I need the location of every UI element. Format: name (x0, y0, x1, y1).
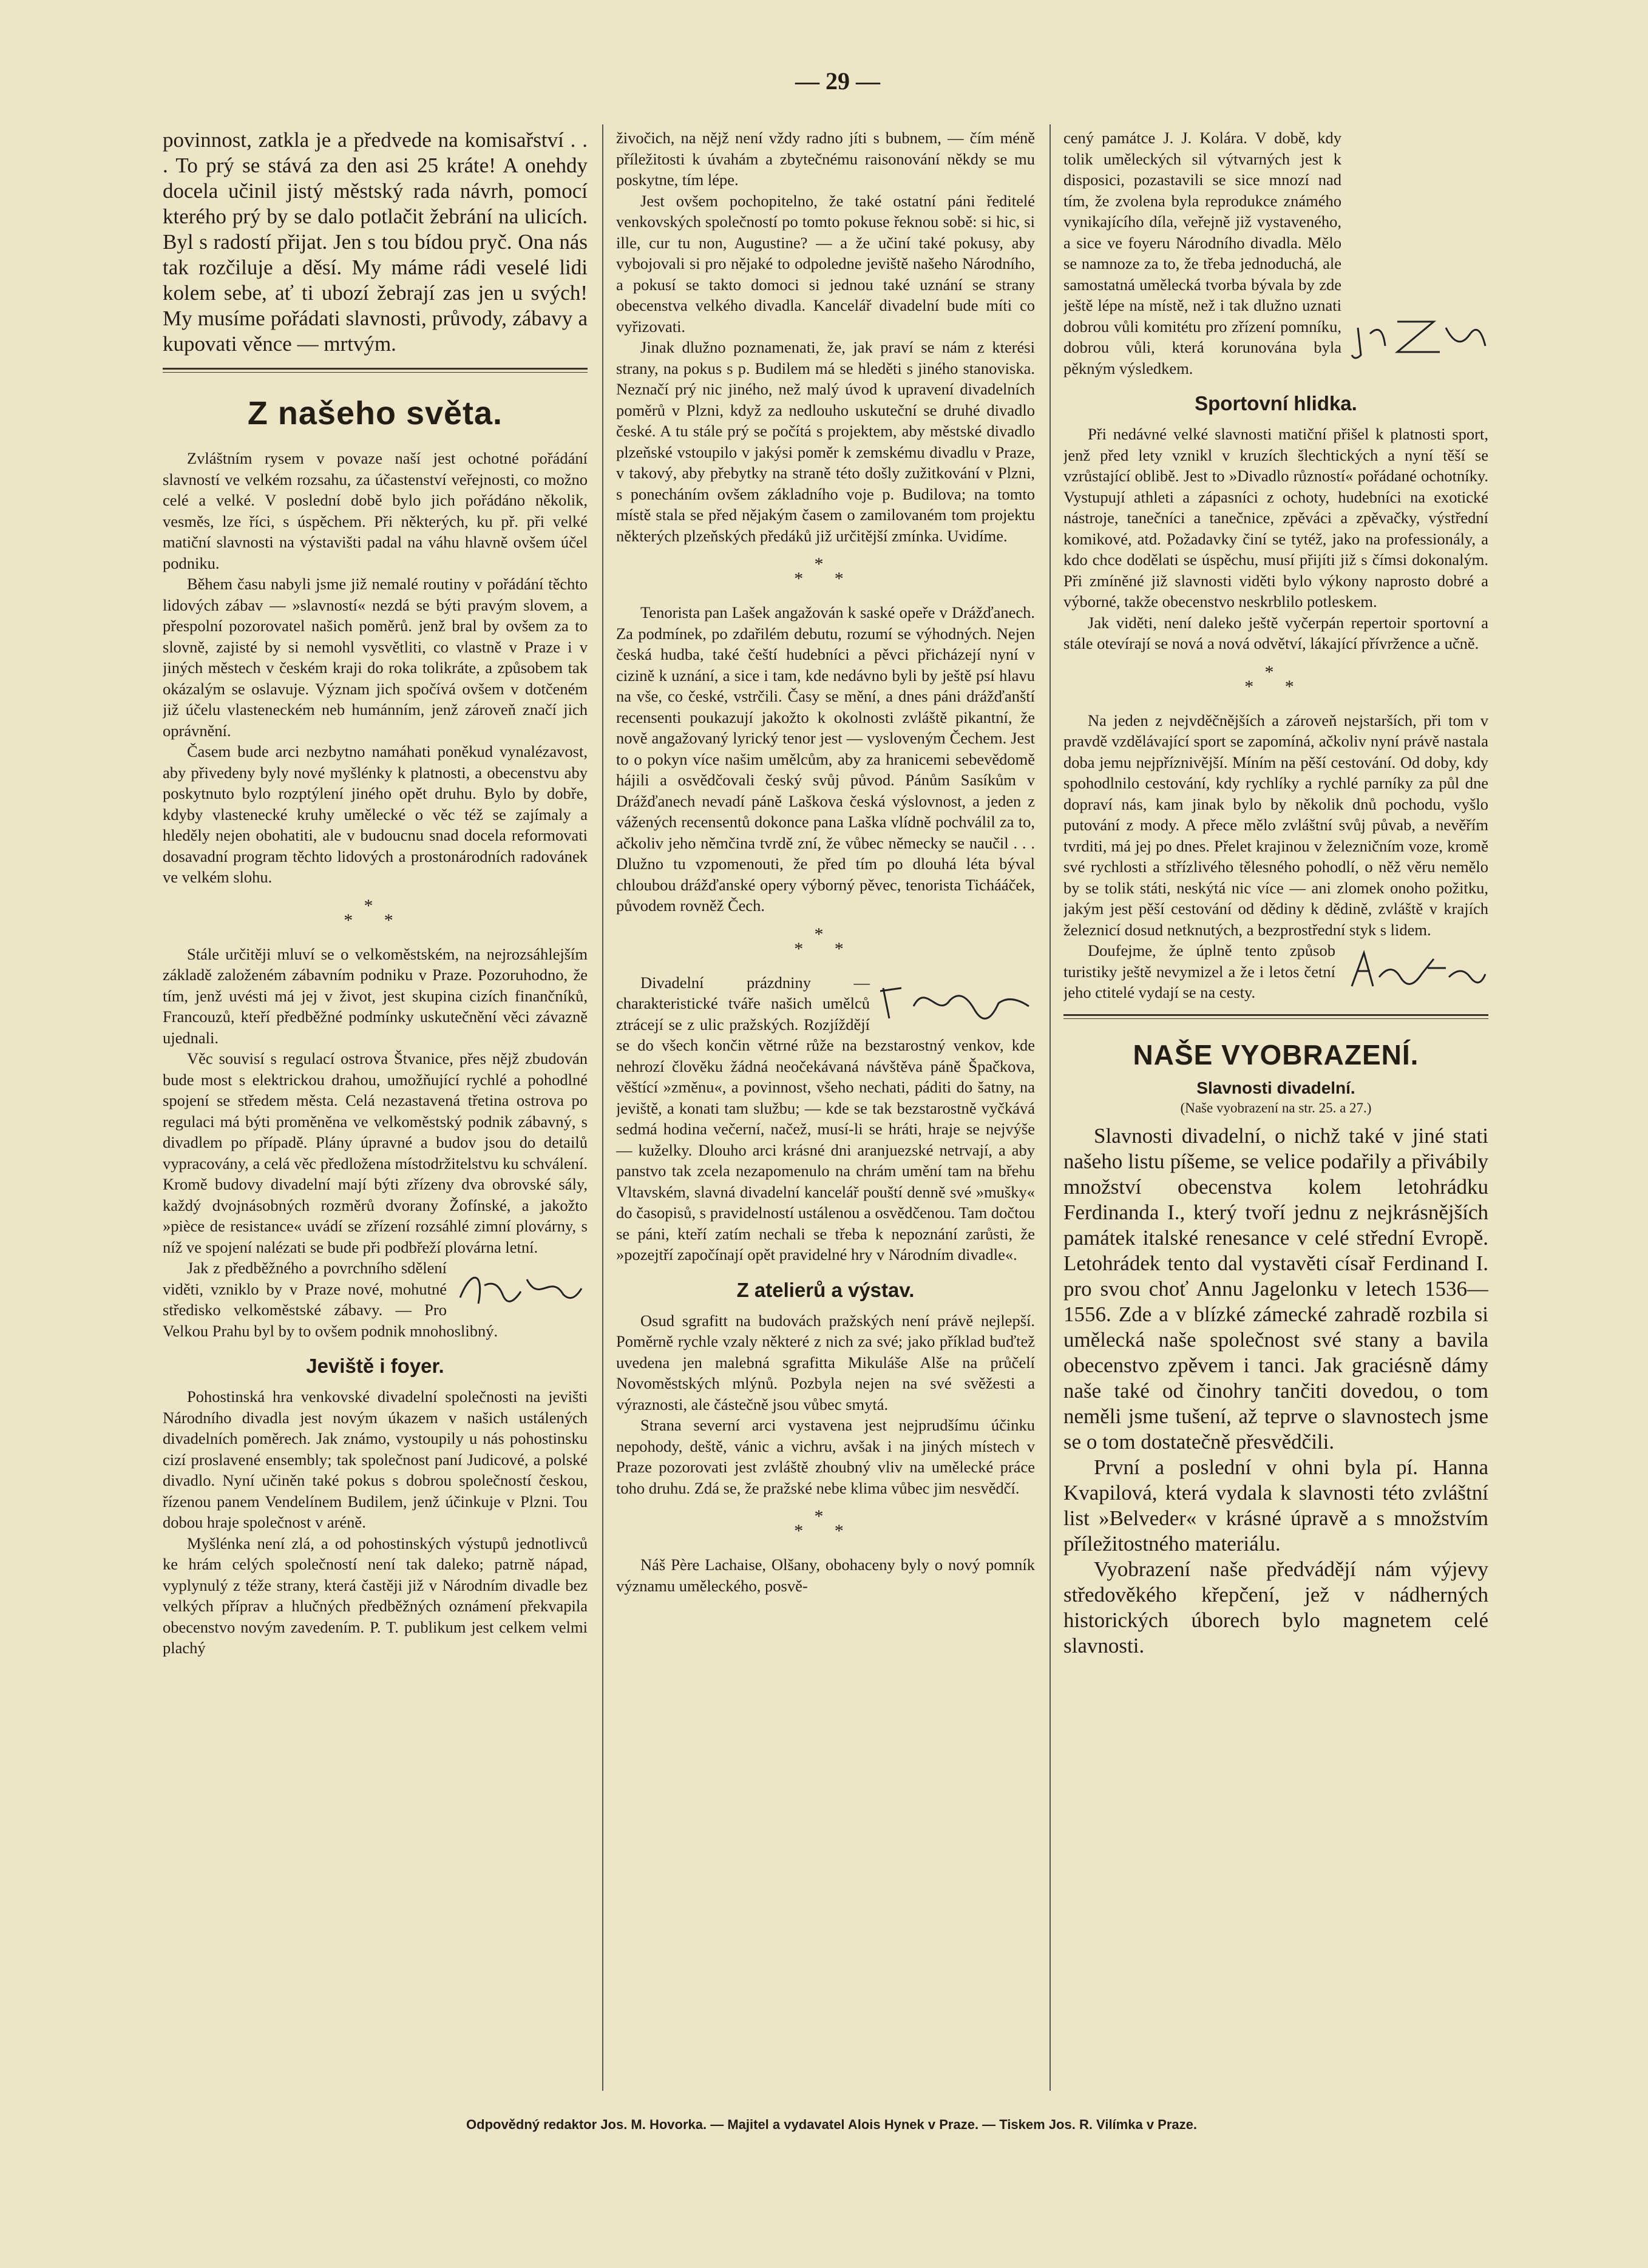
section-heading: Sportovní hlidka. (1195, 392, 1357, 415)
column-2 (616, 127, 1035, 2088)
article-body: Slavnosti divadelní, o nichž také v jiné stati našeho listu píšeme, se velice podařily a přivábily množství obecenstva kolem letohrádku Ferdinanda I., který tvoří jednu z nejkrásnějších památek italské renesance v celé střední Evropě. Letohrádek tento dal vystavěti císař Ferdinand I. pro svou choť Annu Jagelonku v letech 1536—1556. Zde a v blízké zámecké zahradě rozbila si umělecká naše společnost své stany a bavila obecenstvo zpěvem i tanci. Jak graciésně dámy naše také od činohry tančiti dovedou, o tom neměli jsme tušení, až teprve o slavnostech jsme se o tom dostatečně přesvědčili. První a poslední v ohni byla pí. Hanna Kvapilová, která vydala k slavnosti této zvláštní list »Belveder« v krásné úpravě a s množstvím příležitostného materiálu. Vyobrazení naše předvádějí nám výjevy středověkého křepčení, jež v nádherných historických úborech bylo magnetem celé slavnosti. (1063, 1123, 1488, 1657)
signature-image (454, 1261, 588, 1316)
section-rule (163, 368, 588, 373)
article-body: Při nedávné velké slavnosti matiční přišel k platnosti sport, jenž před lety vznikl v kruzích šlechtických a nyní těší se vzrůstající oblibě. Jest to »Divadlo růzností« pořádané ochotníky. Vystupují athleti a zápasníci z ochoty, hudebníci na exotické nástroje, tanečníci a tanečnice, zpěváci a zpěvačky, výstřední komikové, atd. Požadavky činí se tytéž, jako na professionály, a kdo chce dodělati se úspěchu, musí přijíti již s čímsi dokonalým. Při zmíněné již slavnosti viděti bylo výkony naprosto dobré a výborné, takže obecenstvo neskrblilo potleskem. Jak viděti, není daleko ještě vyčerpán repertoir sportovní a stále otevírají se nová a nová odvětví, lákající přívržence a učně. (1063, 425, 1488, 652)
signature-image (1349, 310, 1488, 364)
section-note: (Naše vyobrazení na str. 25. a 27.) (1180, 1100, 1372, 1115)
article-body: Na jeden z nejvděčnějších a zároveň nejstarších, při tom v pravdě vzdělávající sport se zapomíná, ačkoliv nyní právě nastala doba jemu nejpříznivější. Míním na pěší cestování. Od doby, kdy spohodlnilo cestování, kdy rychlíky a rychlé parníky za půl dne dopraví nás, kam jinak bylo by několik dnů pochodu, vyšlo putování z mody. A přece mělo zvláštní svůj půvab, a nevěřím tvrditi, má jej po dnes. Přelet krajinou v železničním voze, kromě své rychlosti a střízlivého tělesného pohodlí, o něž věru nemělo by se tolik státi, neskýtá nic více — ani zlomek onoho požitku, jakým jest pěší cestování od dědiny k dědině, zvláště v krajích železnicí dosud netknutých, a bezprostřední styk s lidem. (1063, 711, 1488, 939)
signature-image (1343, 944, 1488, 998)
section-subheading: Slavnosti divadelní. (1196, 1078, 1355, 1097)
article-body: Osud sgrafitt na budovách pražských není právě nejlepší. Poměrně rychle vzaly některé z nich za své; jako příklad buďtež uvedena jen malebná sgrafitta Mikuláše Alše na průčelí Novoměstských mlýnů. Pozbyla nejen na své svěžesti a výraznosti, ale částečně jsou vůbec smytá. Strana severní arci vystavena jest nejprudšímu účinku nepohody, deště, vánic a vichru, avšak i na jiných místech v Praze pozorovati jest zvláště zhoubný vliv na umělecké práce toho druhu. Zdá se, že pražské nebe klima vůbec jim nesvědčí. (616, 1311, 1035, 1497)
column-divider (602, 124, 603, 2091)
imprint-footer: Odpovědný redaktor Jos. M. Hovorka. — Majitel a vydavatel Alois Hynek v Praze. — Tiskem Jos. R. Vilímka v Praze. (466, 2117, 1197, 2132)
article-body: Stále určitěji mluví se o velkoměstském, na nejrozsáhlejším základě založeném zábavním podniku v Praze. Pozoruhodno, že tím, jenž uvésti má jej v život, jest skupina cizích finančníků, Francouzů, kteří předběžné podmínky uskutečnění věci závazně ujednali. Věc souvisí s regulací ostrova Štvanice, přes nějž zbudován bude most s elektrickou drahou, umožňující rychlé a pohodlné spojení se středem města. Celá nezastavená třetina ostrova po regulaci má býti proměněna ve velkoměstský podnik zábavný, s divadlem po případě. Plány úpravné a budov jsou do detailů vypracovány, a celá věc předložena místodržitelstvu ku schválení. Kromě budovy divadelní mají býti zřízeny dva obrovské sály, každý dvojnásobných rozměrů dvorany Žofínské, a jakožto »pièce de resistance« uvádí se zřízení rozsáhlé zimní plovárny, s níž ve spojení nalézati se bude při podbřeží plovárna letní. (163, 944, 588, 1256)
column-3 (1063, 127, 1488, 2088)
asterism-divider: * * * (794, 1506, 857, 1541)
article-body: Pohostinská hra venkovské divadelní společnosti na jevišti Národního divadla jest novým úkazem v našich ustálených divadelních poměrech. Jak známo, vystoupily u nás pohostinsku cizí proslavené ensembly; tak společnost paní Judicové, a polské divadlo. Nyní učiněn také pokus s dobrou společností českou, řízenou panem Vendelínem Budilem, jenž účinkuje v Plzni. Tou dobou hraje společnost v aréně. Myšlénka není zlá, a od pohostinských výstupů jednotlivců ke hrám celých společností není tak daleko; patrně nápad, vyplynulý z téže strany, která častěji již v Národním divadle bez velkých příprav a hlučných předběžných oznámení překvapila obecenstvo novým zavedením. P. T. publikum jest celkem velmi plachý (163, 1387, 588, 1657)
page-number: — 29 — (795, 67, 880, 95)
asterism-divider: * * * (1244, 662, 1307, 697)
asterism-divider: * * * (344, 895, 407, 930)
column-1 (163, 127, 588, 2088)
section-heading: Jeviště i foyer. (306, 1355, 444, 1377)
article-ending: Jak z předběžného a povrchního sdělení viděti, vzniklo by v Praze nové, mohutné středisko velkoměstské zábavy. — Pro Velkou Prahu byl by to ovšem podnik mnohoslibný. (163, 1258, 588, 1341)
asterism-divider: * * * (794, 554, 857, 589)
article-body: Divadelní prázdniny — charakteristické tváře našich umělců ztrácejí se z ulic pražských. Rozjíždějí se do všech končin větrné růže na bezstarostný venkov, kde nehrozí člověku žádná neočekávaná návštěva páně Špačkova, věštící »změnu«, a povinnost, všeho nechati, páditi do šatny, na jeviště, a konati tam službu; — kde se tak bezstarostně vyčkává sedmá hodina večerní, načež, musí-li se hráti, hraje se nejvýše — kuželky. Dlouho arci krásné dni aranjuezské netrvají, a aby panstvo tak zcela nezapomenulo na chrám umění tam na břehu Vltavském, slavná divadelní kancelář pouští denně své »mušky« do časopisů, s pravidelností ustálenou a osvědčenou. Tam dočtou se páni, kteří zatím nechali se třeba k nepoznání zarůsti, že »pozejtří započínají opět pravidelné hry v Národním divadle«. (616, 973, 1035, 1264)
article-body: cený památce J. J. Kolára. V době, kdy tolik uměleckých sil výtvarných jest k disposici, pozastavili se sice mnozí nad tím, že zvolena byla reprodukce známého vynikajícího díla, veřejně již vystaveného, a sice ve foyeru Národního divadla. Mělo se namnoze za to, že třeba jednoduchá, ale samostatná umělecká tvorba bývala by zde ještě lépe na místě, než i tak dlužno uznati dobrou vůli komitétu pro zřízení pomníku, dobrou vůli, která korunována byla pěkným výsledkem. (1063, 127, 1488, 379)
signature-image (877, 976, 1035, 1024)
article-ending: Doufejme, že úplně tento způsob turistiky ještě nevymizel a že i letos četní jeho ctitelé vydají se na cesty. (1063, 940, 1488, 1003)
article-body: Náš Père Lachaise, Olšany, obohaceny byly o nový pomník významu uměleckého, posvě- (616, 1555, 1035, 1595)
article-body: Zvláštním rysem v povaze naší jest ochotné pořádání slavností ve velkém rozsahu, za účastenství veřejnosti, co možno celé a velké. V poslední době bylo jich pořádáno několik, vesměs, lze říci, s úspěchem. Při některých, ku př. při velké matiční slavnosti na výstavišti padal na váhu hlavně ovšem účel podniku. Během času nabyli jsme již nemalé routiny v pořádání těchto lidových zábav — »slavností« nezdá se býti pravým slovem, a přespolní pozorovatel našich poměrů. jenž bral by ovšem za to slovně, zajisté by si nemohl vysvětliti, co vlastně v Praze i v jiných městech v českém kraji do roka tolikráte, a způsobem tak okázalým se oslavuje. Význam jich spočívá ovšem v dotčeném již účelu vlasteneckém neb humánním, jenž zároveň značí jich oprávnění. Časem bude arci nezbytno namáhati poněkud vynalézavost, aby přivedeny byly nové myšlénky k platnosti, a obecenstvu aby poskytnuto bylo rozptýlení jiného opět druhu. Bylo by dobře, kdyby vlastenecké kruhy umělecké o věc též se zajímaly a hleděly nejen obohatiti, ale v budoucnu snad docela reformovati dosavadní program těchto lidových a prostonárodních radovánek ve velkém slohu. (163, 449, 588, 886)
intro-paragraph: povinnost, zatkla je a předvede na komisařství . . . To prý se stává za den asi 25 kráte! A onehdy docela učinil jistý městský rada návrh, pomocí kterého prý by se dalo potlačit žebrání na ulicích. Byl s radostí přijat. Jen s tou bídou pryč. Ona nás tak rozčiluje a děsí. My máme rádi veselé lidi kolem sebe, ať ti ubozí žebrají zas jen u svých! My musíme pořádati slavnosti, průvody, zábavy a kupovati věnce — mrtvým. (163, 128, 588, 356)
column-divider (1049, 124, 1051, 2091)
asterism-divider: * * * (794, 924, 857, 959)
article-body: živočich, na nějž není vždy radno jíti s bubnem, — čím méně příležitosti k úvahám a zbytečnému raisonování někdy se mu poskytne, tím lépe. Jest ovšem pochopitelno, že také ostatní páni ředitelé venkovských společností po tomto pokuse řeknou sobě: si hic, si ille, cur tu non, Augustine? — a že učiní také pokusy, aby vybojovali si pro nějaké to odpoledne jeviště našeho Národního, a pokusí se takto domoci si jednou také uznání se strany obecenstva velkého divadla. Kancelář divadelní bude míti co vyřizovati. Jinak dlužno poznamenati, že, jak praví se nám z kterési strany, na pokus s p. Budilem má se hleděti s jiného stanoviska. Neznačí prý nic jiného, než malý úvod k upravení divadelních poměrů v Plzni, když za nedlouho uskuteční se druhé divadlo české. A tu stále prý se počítá s projektem, aby městské divadlo plzeňské vstoupilo v jakýsi poměr k zemskému divadlu v Praze, v takový, aby přebytky na straně této došly zužitkování v Plzni, s ponecháním ovšem základního voje p. Budilova; na tomto místě stala se před nějakým časem o zamilovaném tom projektu některých plzeňských předáků již určitější zmínka. Uvidíme. (616, 129, 1035, 545)
section-rule (1063, 1014, 1488, 1019)
section-heading: Z atelierů a výstav. (736, 1278, 915, 1301)
section-heading: Z našeho světa. (247, 395, 503, 432)
article-body: Tenorista pan Lašek angažován k saské opeře v Drážďanech. Za podmínek, po zdařilém debutu, rozumí se výhodných. Nejen česká hudba, také čeští hudebníci a pěvci přicházejí nyní v cizině k uznání, a sice i tam, kde nedávno byli by ještě psí hlavu na vše, co české, vstrčili. Časy se mění, a dnes páni drážďanští recensenti poukazují jakožto k okolnosti zvláště pikantní, že nově angažovaný lyrický tenor jest — vysloveným Čechem. Jest to o pokyn více našim umělcům, aby za hranicemi sebevědomě hájili a osvědčovali český svůj původ. Pánům Sasíkům v Drážďanech nevadí páně Laškova česká výslovnost, a jeden z vážených recensentů dokonce pana Laška vlídně pochválil za to, ačkoliv jeho němčina tvrdě zní, že vůbec německy se naučil . . . Dlužno tu vzpomenouti, že před tím po dlouhá léta býval chloubou drážďanské opery výborný pěvec, tenorista Tichááček, původem rovněž Čech. (616, 603, 1035, 915)
section-heading: NAŠE VYOBRAZENÍ. (1133, 1038, 1419, 1071)
